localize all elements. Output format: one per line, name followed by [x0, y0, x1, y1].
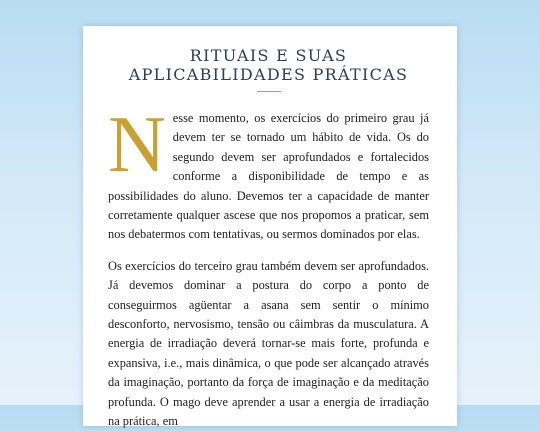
page-title: RITUAIS E SUAS APLICABILIDADES PRÁTICAS — [128, 46, 409, 84]
paragraph-1 — [108, 101, 429, 245]
paragraph-1-text: esse momento, os exercícios do primeiro grau já devem ter se tornado um hábito de vida. Os do segundo devem ser aprofundados e fortalecidos conforme a disponibilidade de tempo e as possibilidades do aluno. Devemos ter a capacidade de manter corretamente qualquer ascese que nos propomos a praticar, sem nos debatermos com tentativas, ou sermos dominados por elas. — [108, 111, 429, 242]
drop-cap: N — [108, 101, 166, 189]
document-page — [83, 26, 457, 429]
paragraph-2: Os exercícios do terceiro grau também devem ser aprofundados. Já devemos dominar a postura do corpo a ponto de conseguirmos agüentar a asana sem sentir o mínimo desconforto, nervosismo, tensão ou câimbras da musculatura. A energia de irradiação deverá tornar-se mais forte, profunda e expansiva, i.e., mais dinâmica, o que pode ser alcançado através da imaginação, portanto da força de imaginação e da meditação profunda. O mago deve aprender a usar a energia de irradiação na prática, em — [108, 258, 429, 429]
title-divider — [257, 91, 281, 92]
